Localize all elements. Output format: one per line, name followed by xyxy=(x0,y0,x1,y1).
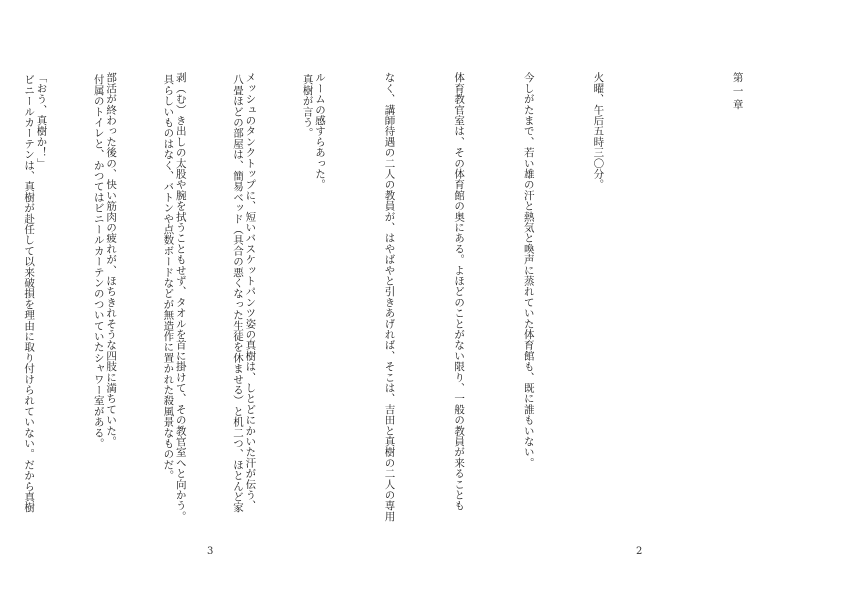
blank-line xyxy=(656,72,679,542)
page-number: 2 xyxy=(636,546,643,557)
text-line: 部活が終わった後の、快い筋肉の疲れが、ほちきれそうな四肢に満ちていた。 xyxy=(105,72,118,447)
text-line: ビニールカーテンは、真樹が赴任して以来破損を理由に取り付けられていない。だから真樹 xyxy=(23,74,36,513)
text-line: 「おう、真樹か！」 xyxy=(35,72,48,169)
text-line: なく、講師待遇の二人の教員が、はやばやと引きあげれば、そこは、吉田と真樹の二人の専用 xyxy=(383,72,396,522)
text-line: メッシュのタンクトップに、短いバスケットパンツ姿の真樹は、しとどにかいた汗が伝う、 xyxy=(244,72,257,511)
text-line: 体育教官室は、その体育館の奥にある。よほどのことがない限り、一般の教員が来ることも xyxy=(453,72,466,511)
text-line: ルームの感すらあった。 xyxy=(313,72,326,190)
chapter-title: 第一章 xyxy=(731,72,744,113)
text-line: 今しがたまで、若い雄の汗と熱気と喚声に蒸れていた体育館も、既に誰もいない。 xyxy=(522,72,535,468)
page-number: 3 xyxy=(207,546,214,557)
right-page-body xyxy=(0,72,795,542)
text-line: 剥（む）き出しの太股や腕を拭うこともせず、タオルを首に掛けて、その教官室へと向かう。 xyxy=(174,72,187,522)
text-line: 付属のトイレと、かつてはビニールカーテンのついていたシャワー室がある。 xyxy=(92,74,105,449)
text-line: 真樹が言う。 xyxy=(301,74,314,139)
text-line: 八畳ほどの部屋は、簡易ベッド（具合の悪くなった生徒を休ませる）と机二つ、ほとんど家 xyxy=(231,74,244,513)
text-line: 火曜、午后五時三〇分。 xyxy=(592,72,605,190)
text-line: 具らしいものはなく、バトンや点数ボードなどが無造作に置かれた殺風景なものだ。 xyxy=(162,74,175,481)
